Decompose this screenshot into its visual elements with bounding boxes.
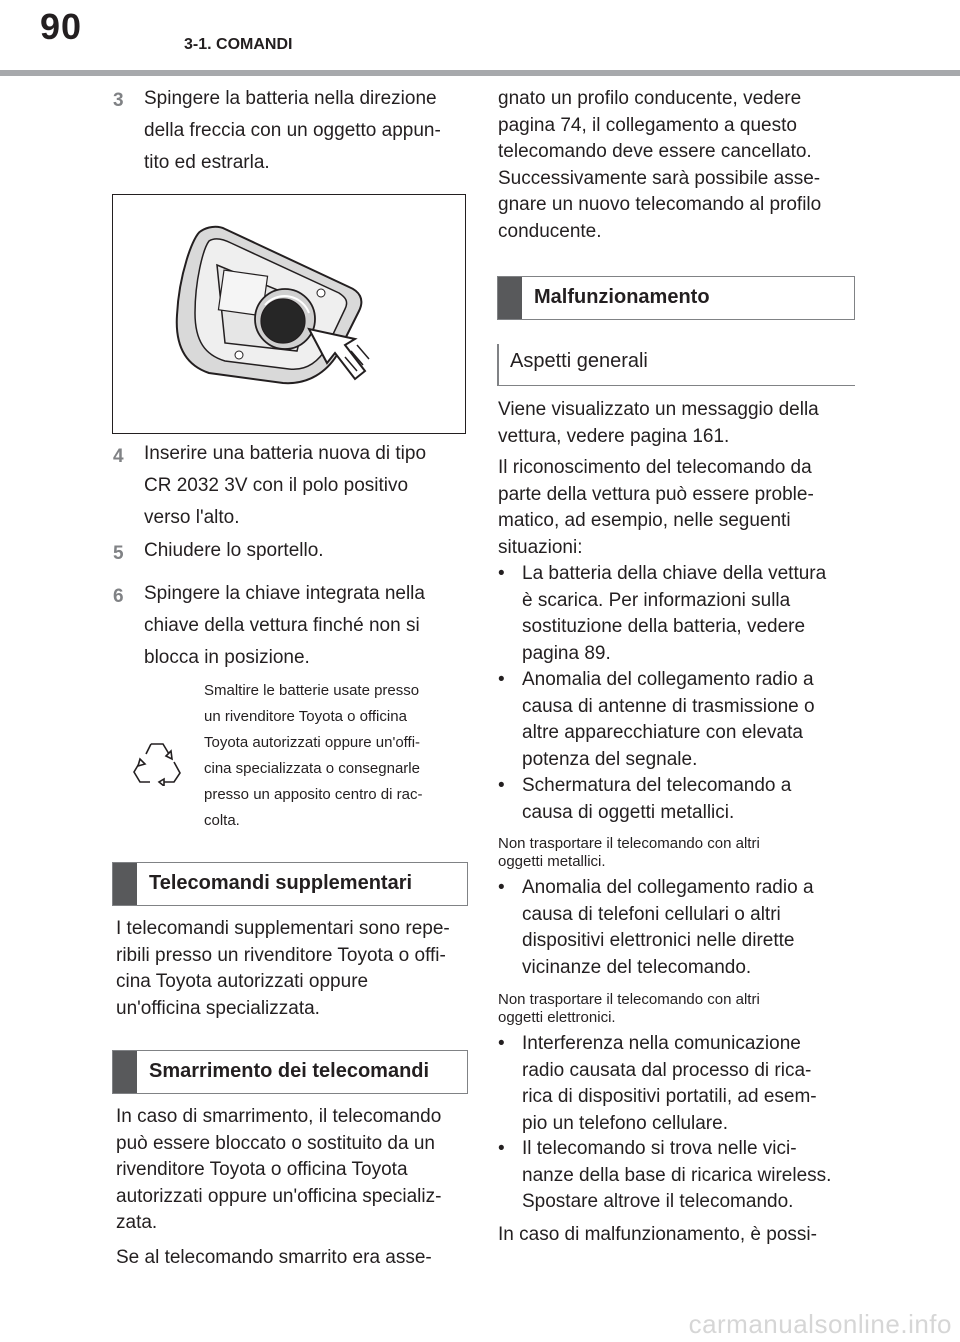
- metal-objects-note: Non trasportare il telecomando con altri oggetti metallici.: [498, 835, 760, 870]
- subheader-general-aspects: Aspetti generali: [510, 350, 648, 372]
- section-header-bar: [498, 277, 522, 319]
- subheader-rule: [497, 385, 855, 386]
- step-6-number: 6: [113, 586, 124, 607]
- section-header-lost-remotes: [112, 1050, 468, 1094]
- bullet-dot: •: [498, 775, 505, 796]
- bullet-text: Interferenza nella comunicazione radio causata dal processo di rica- rica di dispositivi portatili, ad esem- pio un telefono cellulare.: [522, 1033, 817, 1134]
- profile-continuation-text: gnato un profilo conducente, vedere pagina 74, il collegamento a questo telecomando deve essere cancellato. Successivamente sarà possibile asse- gnare un nuovo telecomando al profilo conducente.: [498, 88, 822, 242]
- bullet-text: Anomalia del collegamento radio a causa di antenne di trasmissione o altre apparecchiature con elevata potenza del segnale.: [522, 669, 815, 770]
- section-header-label: Malfunzionamento: [534, 286, 710, 308]
- step-4-number: 4: [113, 446, 124, 467]
- key-fob-illustration: [113, 195, 465, 433]
- step-5-text: Chiudere lo sportello.: [144, 540, 324, 561]
- bullet-item: [498, 875, 858, 981]
- malfunction-closing-text: In caso di malfunzionamento, è possi-: [498, 1224, 817, 1245]
- chapter-title: 3-1. COMANDI: [184, 36, 293, 53]
- section-header-malfunction: [497, 276, 855, 320]
- bullet-item: [498, 667, 858, 773]
- extra-remotes-text: I telecomandi supplementari sono repe- ribili presso un rivenditore Toyota o offi- cina Toyota autorizzati oppure un'officina specializzata.: [116, 918, 450, 1019]
- bullet-text: Schermatura del telecomando a causa di oggetti metallici.: [522, 775, 792, 823]
- bullet-dot: •: [498, 877, 505, 898]
- vehicle-message-text: Viene visualizzato un messaggio della vettura, vedere pagina 161.: [498, 399, 819, 447]
- section-header-bar: [113, 863, 137, 905]
- section-header-extra-remotes: [112, 862, 468, 906]
- bullet-dot: •: [498, 1033, 505, 1054]
- bullet-dot: •: [498, 669, 505, 690]
- section-header-label: Smarrimento dei telecomandi: [149, 1060, 430, 1082]
- header-rule: [0, 70, 960, 76]
- bullet-item: [498, 1031, 858, 1137]
- bullet-text: La batteria della chiave della vettura è scarica. Per informazioni sulla sostituzione della batteria, vedere pagina 89.: [522, 563, 827, 664]
- watermark: carmanualsonline.info: [688, 1309, 952, 1339]
- step-4-text: Inserire una batteria nuova di tipo CR 2032 3V con il polo positivo verso l'alto.: [144, 443, 427, 528]
- bullet-item: [498, 773, 858, 826]
- bullet-item: [498, 561, 858, 667]
- bullet-item: [498, 1136, 858, 1216]
- subheader-bar: [497, 344, 499, 386]
- section-header-label: Telecomandi supplementari: [149, 872, 413, 894]
- battery-removal-figure: [112, 194, 466, 434]
- bullet-text: Anomalia del collegamento radio a causa di telefoni cellulari o altri dispositivi elettronici nelle dirette vicinanze del telecomando.: [522, 877, 814, 978]
- bullet-dot: •: [498, 563, 505, 584]
- recognition-text: Il riconoscimento del telecomando da parte della vettura può essere proble- matico, ad esempio, nelle seguenti situazioni:: [498, 457, 814, 558]
- step-5-number: 5: [113, 543, 124, 564]
- electronic-objects-note: Non trasportare il telecomando con altri oggetti elettronici.: [498, 991, 760, 1026]
- recycle-icon: [132, 736, 182, 786]
- step-3-text: Spingere la batteria nella direzione della freccia con un oggetto appun- tito ed estrarla.: [144, 88, 441, 173]
- lost-remotes-text-2: Se al telecomando smarrito era asse-: [116, 1247, 432, 1268]
- step-6-text: Spingere la chiave integrata nella chiave della vettura finché non si blocca in posizione.: [144, 583, 425, 668]
- bullet-text: Il telecomando si trova nelle vici- nanze della base di ricarica wireless. Spostare altrove il telecomando.: [522, 1138, 832, 1212]
- bullet-dot: •: [498, 1138, 505, 1159]
- lost-remotes-text: In caso di smarrimento, il telecomando può essere bloccato o sostituito da un rivenditore Toyota o officina Toyota autorizzati oppure un'officina specializ- zata.: [116, 1106, 442, 1233]
- section-header-bar: [113, 1051, 137, 1093]
- page-number: 90: [40, 6, 83, 47]
- recycle-note: Smaltire le batterie usate presso un rivenditore Toyota o officina Toyota autorizzati oppure un'offi- cina specializzata o consegnarle presso un apposito centro di rac- colta.: [204, 682, 423, 829]
- step-3-number: 3: [113, 90, 124, 111]
